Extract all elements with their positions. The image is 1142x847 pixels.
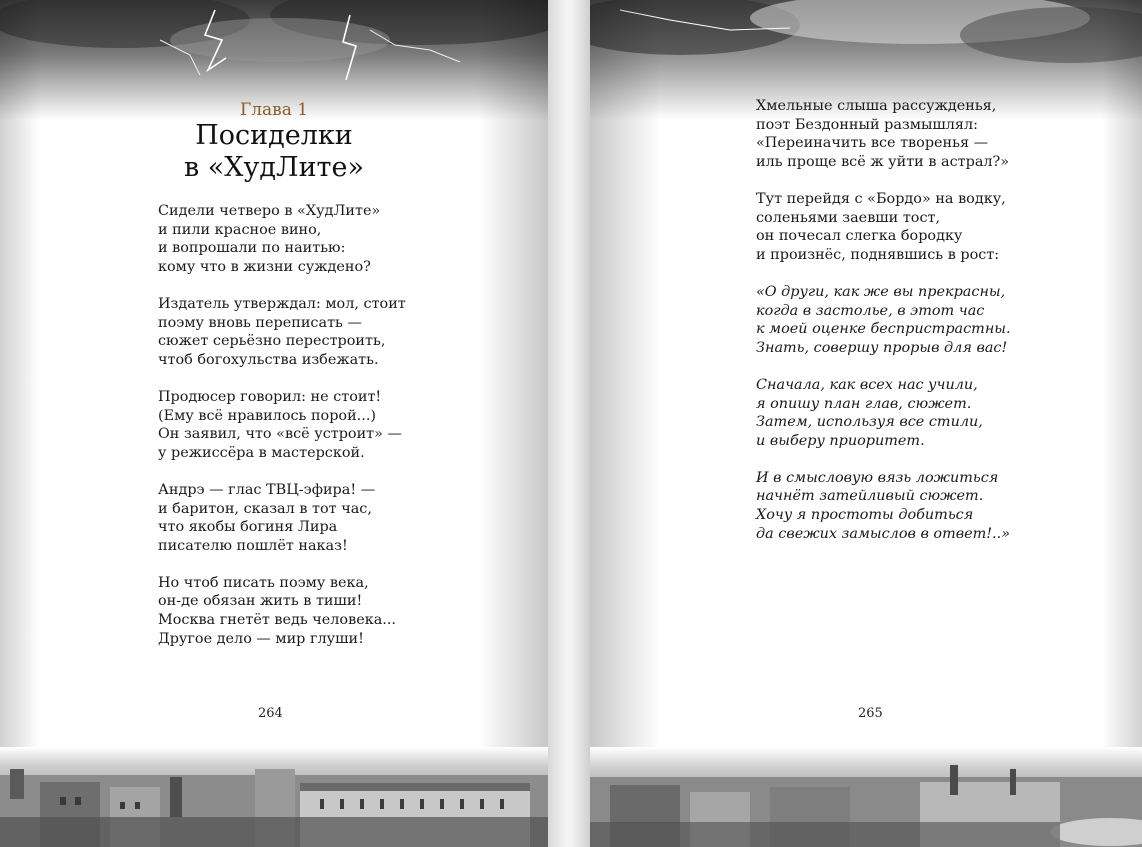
stanza xyxy=(158,388,406,462)
stanza xyxy=(756,283,1011,357)
poem-line: Затем, используя все стили, xyxy=(756,414,983,431)
stanza xyxy=(158,481,406,555)
chapter-title xyxy=(0,120,548,184)
stanza xyxy=(158,574,406,648)
poem-line: начнёт затейливый сюжет. xyxy=(756,488,984,505)
poem-line: сюжет серьёзно перестроить, xyxy=(158,333,386,350)
poem-line: я опишу план глав, сюжет. xyxy=(756,395,972,412)
gutter-shadow xyxy=(590,0,660,847)
chapter-title-line2: в «ХудЛите» xyxy=(184,152,364,183)
poem-line: Хмельные слыша рассужденья, xyxy=(756,98,997,114)
stanza xyxy=(756,469,1011,543)
poem-line: чтоб богохульства избежать. xyxy=(158,351,379,368)
poem-line: Он заявил, что «всё устроит» — xyxy=(158,426,402,443)
poem-line: и выберу приоритет. xyxy=(756,432,925,449)
poem-line: и баритон, сказал в тот час, xyxy=(158,500,372,517)
page-number-left: 264 xyxy=(258,706,283,721)
stanza xyxy=(756,190,1011,264)
poem-line: Продюсер говорил: не стоит! xyxy=(158,388,382,405)
poem-right xyxy=(756,97,1011,562)
poem-line: Сначала, как всех нас учили, xyxy=(756,376,978,393)
city-panorama-image-left xyxy=(0,747,548,847)
poem-line: у режиссёра в мастерской. xyxy=(158,444,365,461)
poem-line: Хочу я простоты добиться xyxy=(756,507,974,524)
poem-line: (Ему всё нравилось порой...) xyxy=(158,407,377,424)
poem-line: к моей оценке беспристрастны. xyxy=(756,321,1011,338)
poem-line: поэт Бездонный размышлял: xyxy=(756,116,978,133)
poem-line: и пили красное вино, xyxy=(158,221,322,238)
poem-line: «О други, как же вы прекрасны, xyxy=(756,283,1006,300)
poem-line: поэму вновь переписать — xyxy=(158,314,362,331)
book-gutter xyxy=(548,0,590,847)
poem-left xyxy=(158,202,406,667)
poem-line: Сидели четверо в «ХудЛите» xyxy=(158,203,381,219)
poem-line: Но чтоб писать поэму века, xyxy=(158,574,369,591)
poem-line: Другое дело — мир глуши! xyxy=(158,630,364,647)
poem-line: он почесал слегка бородку xyxy=(756,228,963,245)
poem-line: кому что в жизни суждено? xyxy=(158,258,371,275)
poem-line: И в смысловую вязь ложиться xyxy=(756,469,999,486)
page-edge-shadow xyxy=(1102,0,1142,847)
stanza xyxy=(756,376,1011,450)
page-number-right: 265 xyxy=(858,706,883,721)
stanza xyxy=(158,202,406,276)
chapter-label: Глава 1 xyxy=(239,100,309,120)
stanza xyxy=(158,295,406,369)
poem-line: иль проще всё ж уйти в астрал?» xyxy=(756,153,1010,170)
poem-line: да свежих замыслов в ответ!..» xyxy=(756,525,1010,542)
poem-line: и вопрошали по наитью: xyxy=(158,240,346,257)
stanza xyxy=(756,97,1011,171)
poem-line: он-де обязан жить в тиши! xyxy=(158,593,363,610)
poem-line: и произнёс, поднявшись в рост: xyxy=(756,246,1000,263)
left-page xyxy=(0,0,548,847)
city-panorama-image-right xyxy=(590,747,1142,847)
poem-line: Москва гнетёт ведь человека... xyxy=(158,612,397,629)
chapter-title-line1: Посиделки xyxy=(195,120,353,151)
poem-line: «Переиначить все творенья — xyxy=(756,135,989,152)
poem-line: Тут перейдя с «Бордо» на водку, xyxy=(756,190,1006,207)
poem-line: писателю пошлёт наказ! xyxy=(158,537,348,554)
poem-line: Издатель утверждал: мол, стоит xyxy=(158,295,406,312)
poem-line: соленьями заевши тост, xyxy=(756,209,941,226)
poem-line: когда в застолье, в этот час xyxy=(756,302,985,319)
poem-line: Андрэ — глас ТВЦ-эфира! — xyxy=(158,481,376,498)
poem-line: что якобы богиня Лира xyxy=(158,519,338,536)
right-page xyxy=(590,0,1142,847)
poem-line: Знать, совершу прорыв для вас! xyxy=(756,339,1008,356)
